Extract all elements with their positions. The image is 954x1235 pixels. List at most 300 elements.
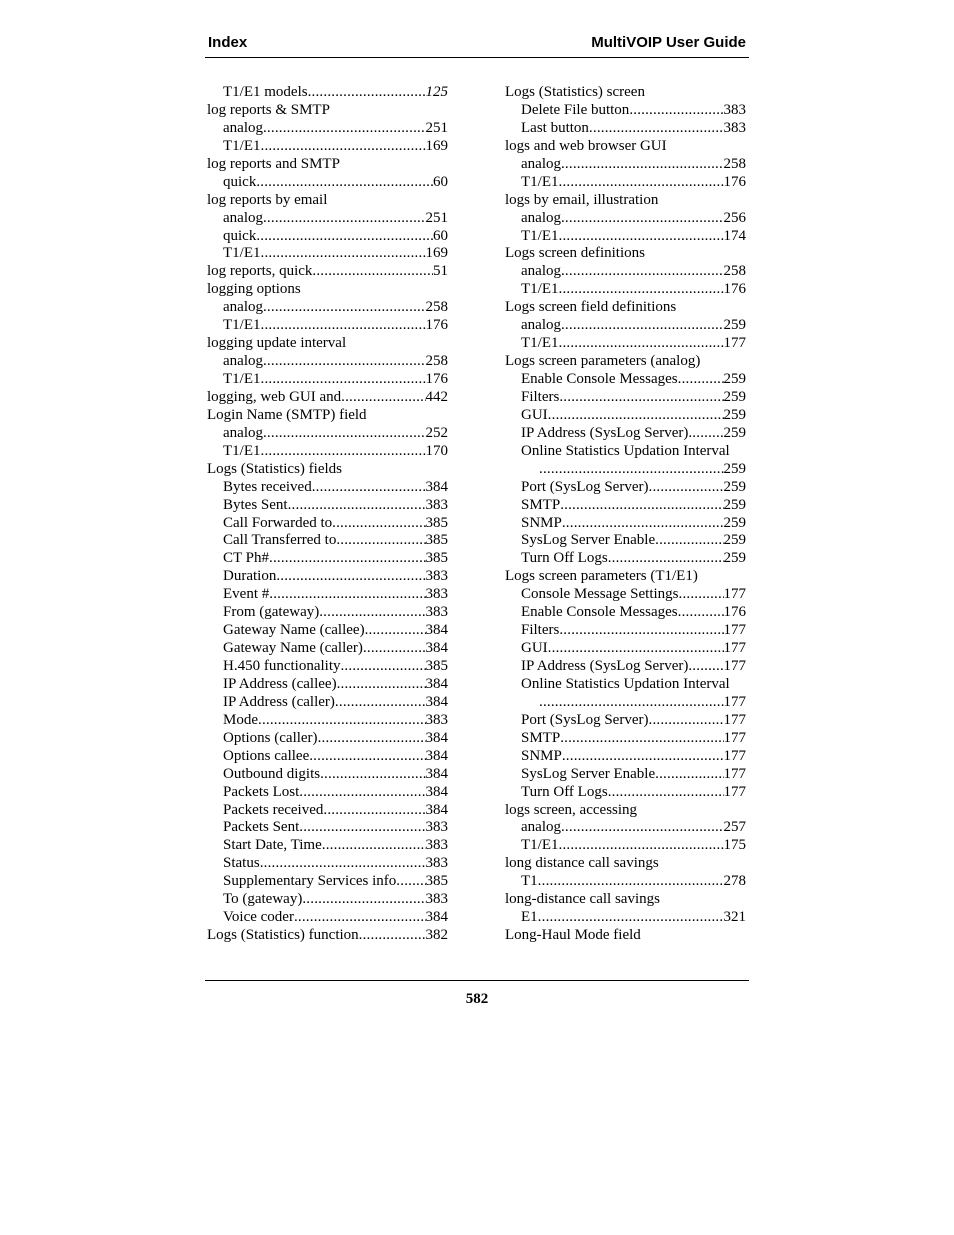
- index-term: Start Date, Time: [223, 837, 322, 854]
- index-page-ref: 383: [425, 855, 448, 872]
- index-term: From (gateway): [223, 604, 320, 621]
- index-term: Supplementary Services info: [223, 873, 397, 890]
- index-page-ref: 177: [723, 693, 746, 710]
- dot-leader: [562, 748, 724, 766]
- index-entry: [505, 120, 746, 138]
- dot-leader: [263, 299, 426, 317]
- index-entry: [505, 425, 746, 443]
- index-entry: [505, 461, 746, 479]
- index-page-ref: 169: [425, 245, 448, 262]
- index-page-ref: 177: [723, 729, 746, 746]
- index-entry: [207, 712, 448, 730]
- index-term: Logs (Statistics) fields: [207, 460, 342, 477]
- index-term: analog: [223, 209, 263, 226]
- dot-leader: [561, 819, 724, 837]
- index-page-ref: 176: [425, 371, 448, 387]
- dot-leader: [548, 640, 724, 658]
- index-entry: [505, 479, 746, 497]
- dot-leader: [309, 748, 425, 766]
- index-term: Logs (Statistics) screen: [505, 84, 645, 100]
- dot-leader: [263, 353, 426, 371]
- dot-leader: [678, 604, 724, 622]
- index-page-ref: 256: [723, 209, 746, 226]
- index-page-ref: 442: [425, 388, 448, 405]
- index-page-ref: 60: [433, 173, 448, 190]
- index-term: log reports by email: [207, 191, 328, 208]
- index-term: analog: [521, 155, 561, 172]
- dot-leader: [302, 891, 425, 909]
- dot-leader: [655, 532, 723, 550]
- index-term: Voice coder: [223, 909, 294, 926]
- header-rule: [205, 57, 749, 58]
- index-entry: [207, 317, 448, 335]
- index-entry: [505, 802, 746, 820]
- index-entry: [207, 371, 448, 389]
- index-page-ref: 258: [723, 263, 746, 280]
- index-page-ref: 251: [425, 209, 448, 226]
- index-entry: [505, 586, 746, 604]
- index-entry: [207, 909, 448, 927]
- index-entry: [207, 281, 448, 299]
- index-entry: [207, 658, 448, 676]
- index-entry: [207, 192, 448, 210]
- index-column-right: [505, 84, 746, 945]
- index-entry: [207, 245, 448, 263]
- index-page-ref: 177: [723, 658, 746, 674]
- index-term: logs by email, illustration: [505, 191, 659, 208]
- index-entry: [505, 156, 746, 174]
- index-term: analog: [521, 263, 561, 280]
- dot-leader: [649, 712, 724, 730]
- index-page-ref: 257: [723, 819, 746, 836]
- index-page-ref: 177: [723, 783, 746, 800]
- index-page-ref: 383: [425, 891, 448, 908]
- dot-leader: [299, 784, 425, 802]
- index-page-ref: 384: [425, 693, 448, 710]
- index-term: T1/E1: [521, 173, 559, 190]
- index-term: Logs screen parameters (analog): [505, 353, 701, 370]
- dot-leader: [319, 604, 425, 622]
- index-term: SysLog Server Enable: [521, 532, 656, 549]
- index-page-ref: 175: [723, 837, 746, 854]
- index-term: logs screen, accessing: [505, 801, 638, 818]
- dot-leader: [655, 766, 723, 784]
- index-term: Bytes received: [223, 478, 312, 495]
- index-term: SNMP: [521, 514, 562, 531]
- dot-leader: [299, 819, 425, 837]
- dot-leader: [559, 837, 724, 855]
- index-page-ref: 259: [723, 514, 746, 531]
- dot-leader: [312, 479, 426, 497]
- index-term: Logs screen parameters (T1/E1): [505, 568, 698, 585]
- index-entry: [505, 299, 746, 317]
- dot-leader: [261, 443, 426, 461]
- dot-leader: [363, 640, 426, 658]
- index-entry: [505, 210, 746, 228]
- index-term: Bytes Sent: [223, 496, 288, 513]
- dot-leader: [336, 532, 425, 550]
- index-page-ref: 258: [425, 299, 448, 316]
- dot-leader: [308, 84, 426, 102]
- index-entry: [207, 532, 448, 550]
- index-term: T1/E1: [521, 837, 559, 854]
- index-page-ref: 259: [723, 371, 746, 387]
- index-term: Packets received: [223, 801, 324, 818]
- index-term: long-distance call savings: [505, 891, 660, 908]
- index-page-ref: 174: [723, 227, 746, 244]
- index-term: log reports and SMTP: [207, 155, 340, 172]
- index-page-ref: 383: [425, 604, 448, 621]
- index-term: Status: [223, 855, 260, 872]
- footer-rule: [205, 980, 749, 981]
- dot-leader: [341, 389, 425, 407]
- dot-leader: [559, 174, 724, 192]
- index-page-ref: 258: [425, 353, 448, 370]
- dot-leader: [559, 228, 724, 246]
- index-entry: [505, 891, 746, 909]
- index-page-ref: 176: [723, 281, 746, 298]
- index-entry: [207, 299, 448, 317]
- index-term: Logs screen field definitions: [505, 299, 677, 316]
- dot-leader: [608, 784, 724, 802]
- index-term: Enable Console Messages: [521, 604, 678, 621]
- index-term: SMTP: [521, 729, 561, 746]
- index-entry: [505, 497, 746, 515]
- index-term: GUI: [521, 406, 548, 423]
- index-page-ref: 251: [425, 119, 448, 136]
- index-entry: [207, 228, 448, 246]
- index-term: IP Address (caller): [223, 693, 335, 710]
- index-entry: [207, 443, 448, 461]
- index-page-ref: 259: [723, 424, 746, 441]
- dot-leader: [679, 586, 724, 604]
- index-term: Port (SysLog Server): [521, 711, 649, 728]
- dot-leader: [561, 156, 724, 174]
- index-term: analog: [521, 819, 561, 836]
- index-term: Packets Sent: [223, 819, 300, 836]
- index-page-ref: 170: [425, 442, 448, 459]
- index-term: Options (caller): [223, 729, 318, 746]
- index-term: GUI: [521, 640, 548, 657]
- page-number: 582: [465, 991, 489, 1007]
- index-entry: [207, 604, 448, 622]
- dot-leader: [688, 658, 723, 676]
- index-page-ref: 385: [425, 658, 448, 674]
- index-term: E1: [521, 909, 538, 926]
- dot-leader: [323, 802, 425, 820]
- index-term: Online Statistics Updation Interval: [521, 442, 730, 459]
- index-entry: [505, 909, 746, 927]
- index-entry: [207, 461, 448, 479]
- index-term: quick: [223, 173, 257, 190]
- index-term: T1/E1: [223, 317, 261, 334]
- index-page-ref: 252: [425, 424, 448, 441]
- dot-leader: [649, 479, 724, 497]
- index-entry: [505, 855, 746, 873]
- index-page-ref: 259: [723, 532, 746, 549]
- index-term: Turn Off Logs: [521, 550, 608, 567]
- index-term: SNMP: [521, 747, 562, 764]
- index-entry: [207, 694, 448, 712]
- index-page-ref: 259: [723, 550, 746, 567]
- index-page-ref: 259: [723, 460, 746, 477]
- index-term: log reports, quick: [207, 263, 313, 280]
- index-entry: [505, 443, 746, 461]
- index-entry: [505, 784, 746, 802]
- index-entry: [505, 84, 746, 102]
- index-term: IP Address (SysLog Server): [521, 658, 689, 674]
- dot-leader: [559, 622, 723, 640]
- dot-leader: [548, 407, 724, 425]
- dot-leader: [263, 210, 426, 228]
- dot-leader: [261, 371, 426, 389]
- index-page-ref: 384: [425, 675, 448, 692]
- index-page-ref: 177: [723, 335, 746, 352]
- index-entry: [505, 658, 746, 676]
- index-entry: [505, 515, 746, 533]
- index-page-ref: 384: [425, 909, 448, 926]
- index-entry: [207, 766, 448, 784]
- index-entry: [505, 174, 746, 192]
- index-term: Filters: [521, 388, 560, 405]
- dot-leader: [332, 515, 425, 533]
- dot-leader: [263, 425, 426, 443]
- index-page-ref: 177: [723, 747, 746, 764]
- index-entry: [505, 550, 746, 568]
- dot-leader: [256, 228, 433, 246]
- index-entry: [505, 873, 746, 891]
- index-page-ref: 385: [425, 514, 448, 531]
- index-term: T1/E1: [223, 371, 261, 387]
- index-term: T1/E1: [521, 335, 559, 352]
- index-entry: [505, 532, 746, 550]
- index-entry: [207, 156, 448, 174]
- index-entry: [207, 335, 448, 353]
- index-page-ref: 384: [425, 622, 448, 639]
- dot-leader: [263, 120, 426, 138]
- dot-leader: [335, 694, 426, 712]
- index-entry: [505, 819, 746, 837]
- index-page-ref: 385: [425, 532, 448, 549]
- index-term: T1/E1 models: [223, 84, 308, 100]
- index-page-ref: 258: [723, 155, 746, 172]
- dot-leader: [288, 497, 426, 515]
- dot-leader: [359, 927, 426, 945]
- dot-leader: [269, 550, 426, 568]
- index-entry: [207, 515, 448, 533]
- index-term: Logs (Statistics) function: [207, 927, 359, 944]
- index-entry: [207, 102, 448, 120]
- index-term: quick: [223, 227, 257, 244]
- index-entry: [207, 873, 448, 891]
- index-page-ref: 51: [433, 263, 448, 280]
- index-term: Call Transferred to: [223, 532, 337, 549]
- index-entry: [505, 604, 746, 622]
- index-page-ref: 177: [723, 586, 746, 603]
- index-entry: [207, 676, 448, 694]
- index-entry: [207, 640, 448, 658]
- index-entry: [207, 353, 448, 371]
- dot-leader: [261, 245, 426, 263]
- index-entry: [505, 640, 746, 658]
- dot-leader: [294, 909, 426, 927]
- index-entry: [505, 676, 746, 694]
- index-page-ref: 259: [723, 388, 746, 405]
- index-term: Logs screen definitions: [505, 245, 645, 262]
- index-page-ref: 383: [425, 568, 448, 585]
- dot-leader: [258, 712, 426, 730]
- index-term: analog: [521, 317, 561, 334]
- index-term: Mode: [223, 711, 258, 728]
- dot-leader: [261, 138, 426, 156]
- index-entry: [505, 730, 746, 748]
- index-page-ref: 176: [723, 604, 746, 621]
- index-term: analog: [521, 209, 561, 226]
- index-term: H.450 functionality: [223, 658, 341, 674]
- dot-leader: [261, 317, 426, 335]
- index-page-ref: 125: [425, 84, 448, 100]
- index-term: Gateway Name (caller): [223, 640, 363, 657]
- index-term: Duration: [223, 568, 277, 585]
- index-entry: [505, 694, 746, 712]
- index-term: IP Address (SysLog Server): [521, 424, 689, 441]
- index-page-ref: 384: [425, 765, 448, 782]
- index-entry: [505, 622, 746, 640]
- dot-leader: [260, 855, 426, 873]
- index-entry: [505, 371, 746, 389]
- index-entry: [207, 479, 448, 497]
- index-page-ref: 278: [723, 873, 746, 890]
- index-page-ref: 384: [425, 478, 448, 495]
- index-page-ref: 384: [425, 640, 448, 657]
- dot-leader: [318, 730, 426, 748]
- index-term: logs and web browser GUI: [505, 137, 667, 154]
- dot-leader: [629, 102, 723, 120]
- index-entry: [207, 120, 448, 138]
- dot-leader: [538, 873, 724, 891]
- dot-leader: [340, 658, 425, 676]
- header-section: Index: [208, 34, 248, 51]
- index-term: Filters: [521, 622, 560, 639]
- index-entry: [505, 102, 746, 120]
- index-entry: [505, 712, 746, 730]
- index-term: analog: [223, 353, 263, 370]
- dot-leader: [276, 568, 425, 586]
- index-entry: [505, 138, 746, 156]
- index-page-ref: 385: [425, 873, 448, 890]
- index-term: T1: [521, 873, 538, 890]
- index-entry: [505, 389, 746, 407]
- index-page-ref: 176: [723, 173, 746, 190]
- header-title: MultiVOIP User Guide: [591, 34, 746, 51]
- dot-leader: [312, 263, 433, 281]
- index-page-ref: 383: [723, 101, 746, 118]
- dot-leader: [678, 371, 724, 389]
- index-entry: [505, 927, 746, 945]
- index-entry: [505, 245, 746, 263]
- index-page-ref: 384: [425, 783, 448, 800]
- index-entry: [505, 228, 746, 246]
- index-term: Options callee: [223, 747, 310, 764]
- index-term: Enable Console Messages: [521, 371, 678, 387]
- index-term: SMTP: [521, 496, 561, 513]
- index-entry: [207, 586, 448, 604]
- dot-leader: [269, 586, 425, 604]
- index-column-left: [207, 84, 448, 945]
- index-page-ref: 177: [723, 711, 746, 728]
- index-entry: [207, 210, 448, 228]
- index-page-ref: 259: [723, 406, 746, 423]
- index-entry: [505, 263, 746, 281]
- index-entry: [207, 927, 448, 945]
- index-entry: [207, 84, 448, 102]
- index-term: To (gateway): [223, 891, 303, 908]
- dot-leader: [589, 120, 724, 138]
- index-page-ref: 384: [425, 747, 448, 764]
- index-entry: [207, 622, 448, 640]
- index-page-ref: 177: [723, 640, 746, 657]
- index-page-ref: 383: [425, 837, 448, 854]
- index-page-ref: 385: [425, 550, 448, 567]
- index-entry: [207, 730, 448, 748]
- index-page-ref: 259: [723, 478, 746, 495]
- index-term: SysLog Server Enable: [521, 765, 656, 782]
- index-page-ref: 382: [425, 927, 448, 944]
- index-page-ref: 384: [425, 801, 448, 818]
- dot-leader: [396, 873, 425, 891]
- index-term: Call Forwarded to: [223, 514, 333, 531]
- dot-leader: [561, 210, 724, 228]
- index-entry: [207, 784, 448, 802]
- index-entry: [207, 855, 448, 873]
- index-entry: [207, 389, 448, 407]
- index-term: long distance call savings: [505, 855, 659, 872]
- index-term: T1/E1: [223, 245, 261, 262]
- index-term: Last button: [521, 119, 589, 136]
- index-page-ref: 383: [425, 711, 448, 728]
- index-term: T1/E1: [521, 227, 559, 244]
- index-entry: [207, 837, 448, 855]
- dot-leader: [559, 335, 724, 353]
- index-entry: [505, 335, 746, 353]
- index-term: Delete File button: [521, 101, 630, 118]
- index-page-ref: 383: [425, 586, 448, 603]
- index-term: Online Statistics Updation Interval: [521, 675, 730, 692]
- dot-leader: [322, 837, 426, 855]
- index-entry: [207, 802, 448, 820]
- dot-leader: [559, 389, 723, 407]
- index-page-ref: 169: [425, 137, 448, 154]
- dot-leader: [320, 766, 425, 784]
- index-page-ref: 60: [433, 227, 448, 244]
- index-term: logging options: [207, 281, 301, 298]
- index-page-ref: 383: [425, 819, 448, 836]
- index-term: Event #: [223, 586, 270, 603]
- index-term: Turn Off Logs: [521, 783, 608, 800]
- index-term: IP Address (callee): [223, 675, 337, 692]
- index-page-ref: 259: [723, 317, 746, 334]
- index-term: logging, web GUI and: [207, 388, 342, 405]
- index-entry: [207, 263, 448, 281]
- index-term: T1/E1: [521, 281, 559, 298]
- index-page-ref: 177: [723, 622, 746, 639]
- index-entry: [505, 837, 746, 855]
- dot-leader: [560, 730, 723, 748]
- index-entry: [505, 353, 746, 371]
- index-page-ref: 384: [425, 729, 448, 746]
- index-entry: [505, 407, 746, 425]
- dot-leader: [559, 281, 724, 299]
